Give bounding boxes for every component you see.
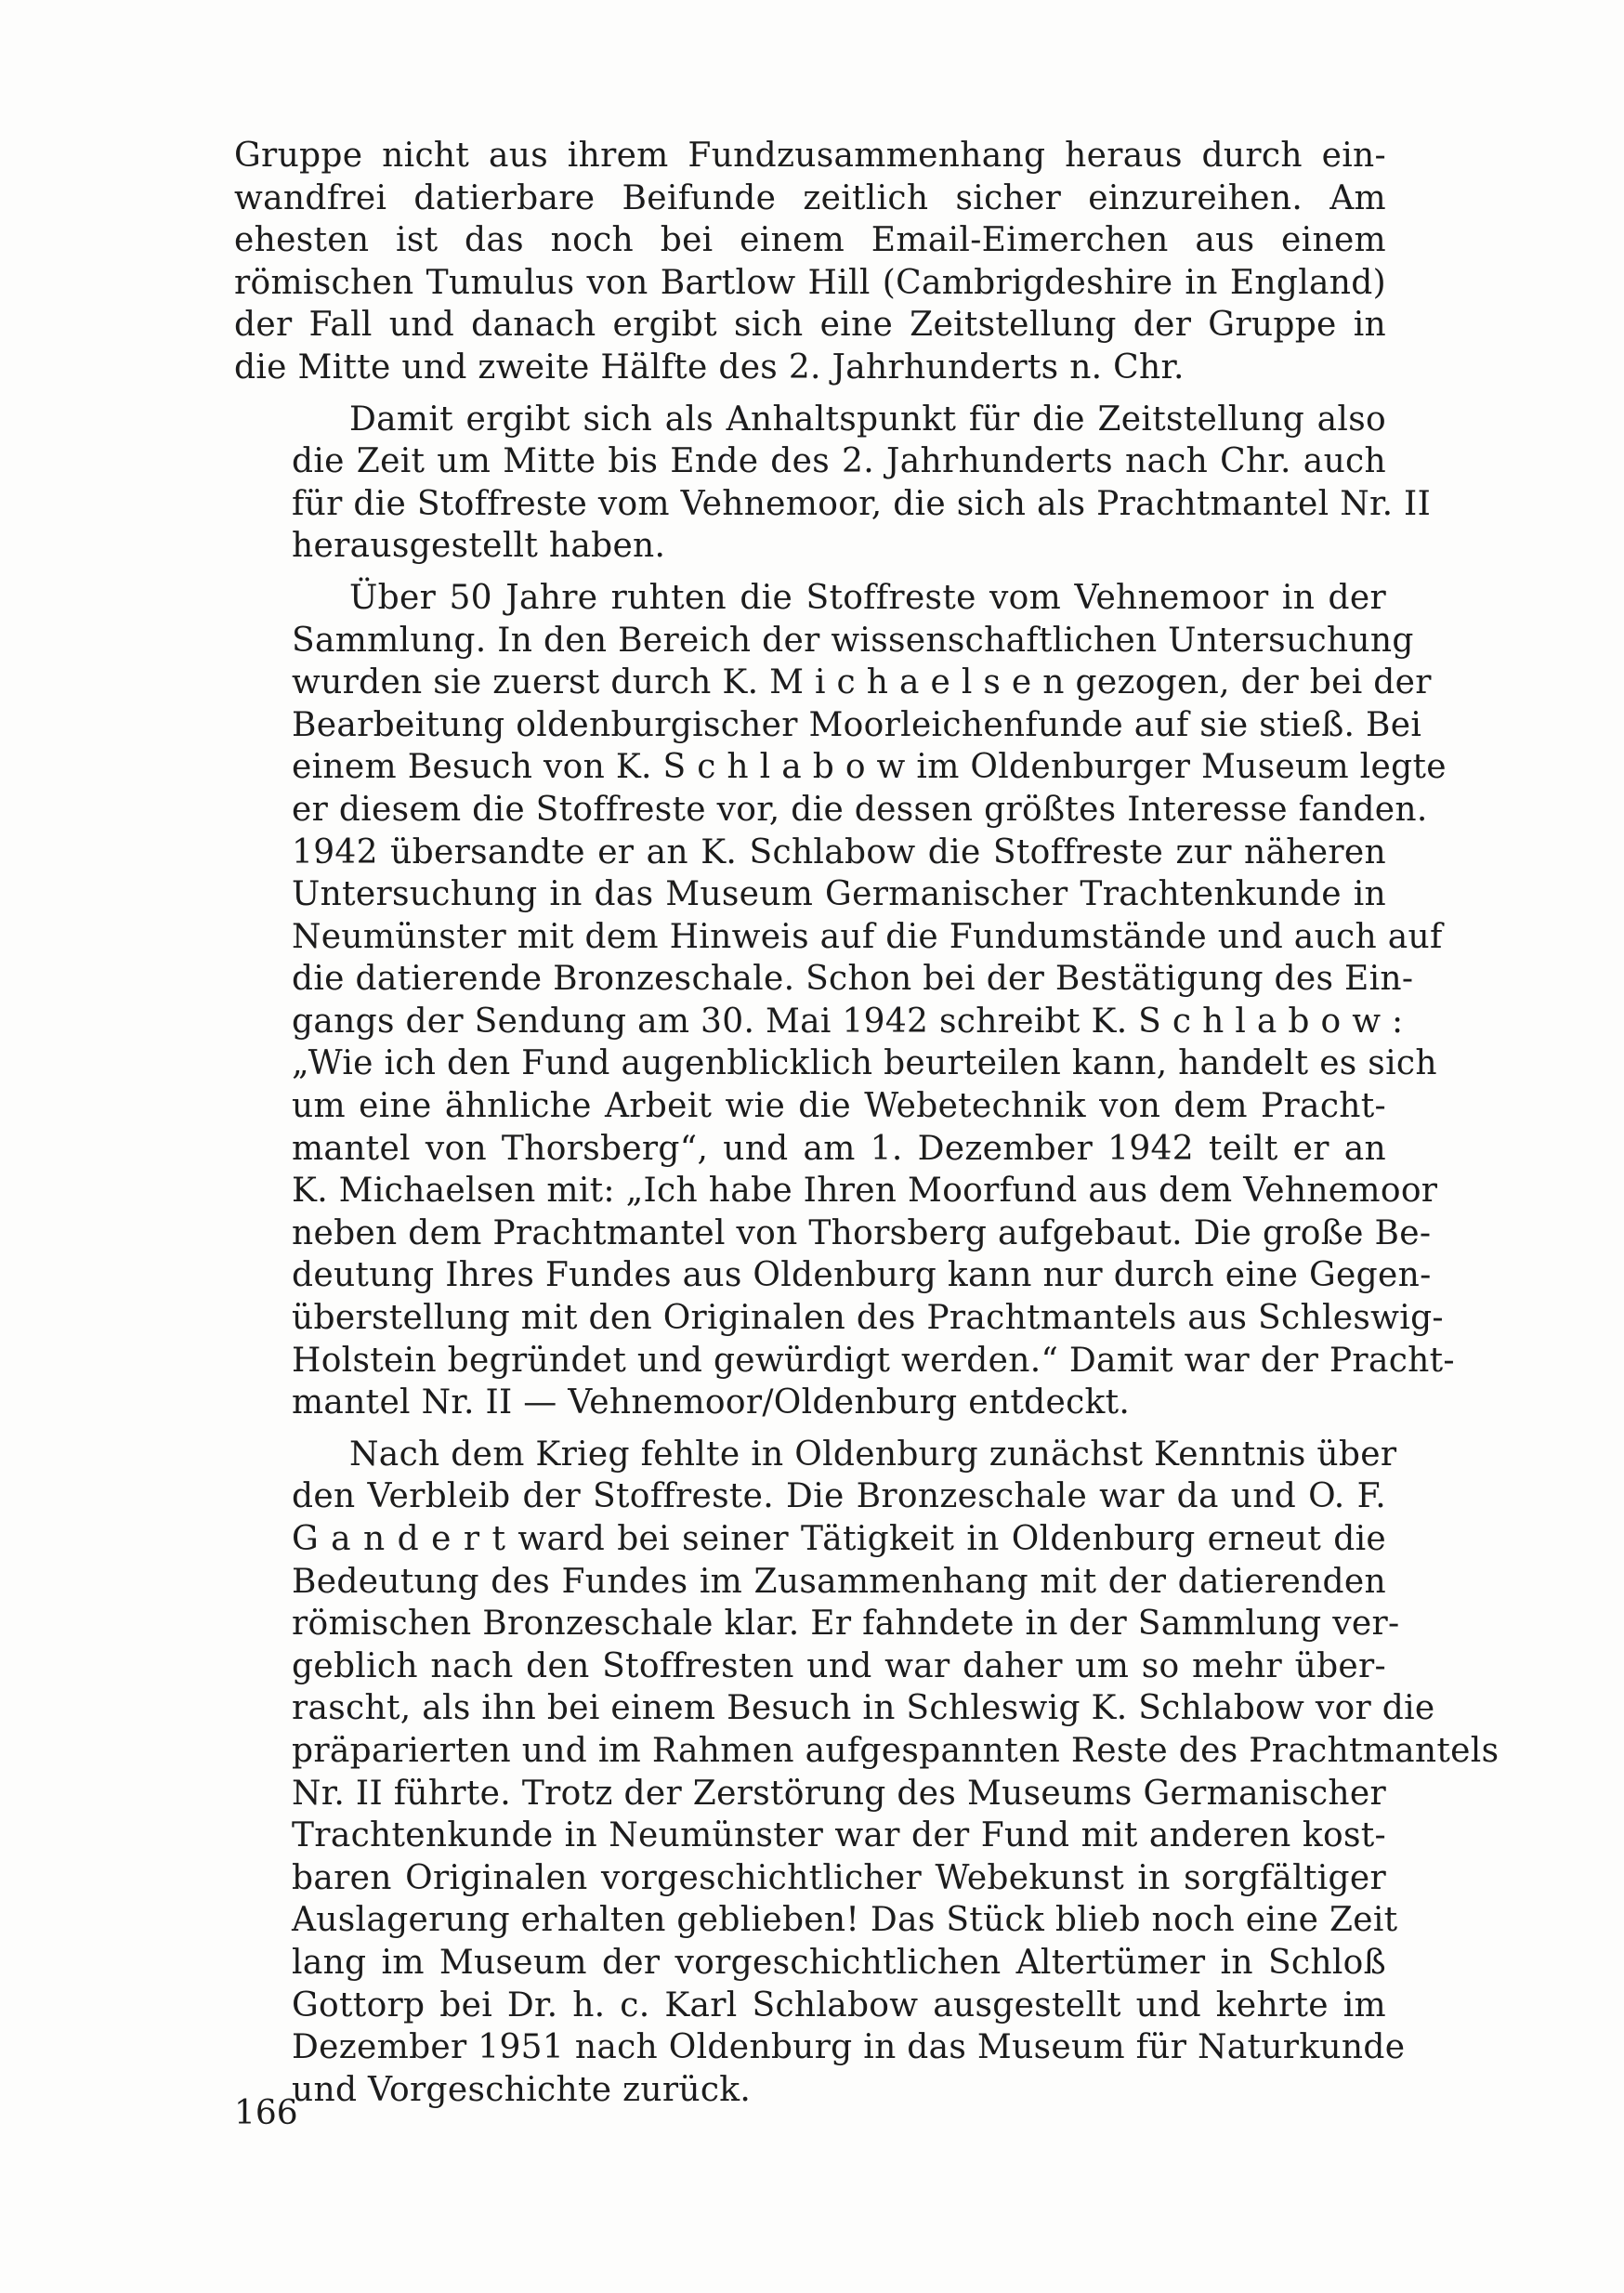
text-line: der Fall und danach ergibt sich eine Zeitstellung der Gruppe in	[234, 306, 1386, 345]
text-line: G a n d e r t ward bei seiner Tätigkeit in Oldenburg erneut die	[292, 1520, 1386, 1558]
page-number: 166	[234, 2094, 298, 2132]
text-line: Holstein begründet und gewürdigt werden.“ Damit war der Pracht-	[292, 1341, 1455, 1380]
text-line: für die Stoffreste vom Vehnemoor, die sich als Prachtmantel Nr. II	[292, 484, 1432, 523]
text-line: baren Originalen vorgeschichtlicher Webekunst in sorgfältiger	[292, 1858, 1386, 1897]
text-line: Nach dem Krieg fehlte in Oldenburg zunächst Kenntnis über	[349, 1435, 1397, 1474]
text-line: 1942 übersandte er an K. Schlabow die Stoffreste zur näheren	[292, 832, 1386, 871]
text-line: Gottorp bei Dr. h. c. Karl Schlabow ausgestellt und kehrte im	[292, 1985, 1386, 2024]
text-line: Nr. II führte. Trotz der Zerstörung des Museums Germanischer	[292, 1774, 1386, 1813]
body-text	[234, 135, 1500, 2120]
paragraph-4	[234, 1434, 1500, 2112]
text-line: wurden sie zuerst durch K. M i c h a e l s e n gezogen, der bei der	[292, 663, 1432, 702]
text-line: Auslagerung erhalten geblieben! Das Stück blieb noch eine Zeit	[292, 1901, 1398, 1940]
text-line: und Vorgeschichte zurück.	[292, 2070, 752, 2109]
text-line: Neumünster mit dem Hinweis auf die Fundumstände und auch auf	[292, 917, 1443, 956]
paragraph-3	[234, 577, 1455, 1424]
text-line: einem Besuch von K. S c h l a b o w im Oldenburger Museum legte	[292, 748, 1447, 787]
text-line: römischen Tumulus von Bartlow Hill (Cambrigdeshire in England)	[234, 263, 1386, 302]
text-line: ehesten ist das noch bei einem Email-Eimerchen aus einem	[234, 221, 1386, 260]
text-line: die Mitte und zweite Hälfte des 2. Jahrhunderts n. Chr.	[234, 347, 1185, 387]
paragraph-2	[234, 399, 1432, 568]
text-line: Untersuchung in das Museum Germanischer Trachtenkunde in	[292, 875, 1386, 914]
text-line: die datierende Bronzeschale. Schon bei der Bestätigung des Ein-	[292, 960, 1414, 999]
text-line: geblich nach den Stoffresten und war daher um so mehr über-	[292, 1646, 1386, 1685]
text-line: um eine ähnliche Arbeit wie die Webetechnik von dem Pracht-	[292, 1087, 1386, 1126]
text-line: Trachtenkunde in Neumünster war der Fund mit anderen kost-	[292, 1816, 1386, 1855]
text-line: er diesem die Stoffreste vor, die dessen größtes Interesse fanden.	[292, 790, 1428, 829]
text-line: rascht, als ihn bei einem Besuch in Schleswig K. Schlabow vor die	[292, 1689, 1435, 1728]
text-line: Bearbeitung oldenburgischer Moorleichenfunde auf sie stieß. Bei	[292, 705, 1422, 744]
text-line: Dezember 1951 nach Oldenburg in das Museum für Naturkunde	[292, 2028, 1406, 2067]
text-line: mantel Nr. II — Vehnemoor/Oldenburg entdeckt.	[292, 1383, 1131, 1422]
text-line: lang im Museum der vorgeschichtlichen Altertümer in Schloß	[292, 1943, 1386, 1982]
text-line: K. Michaelsen mit: „Ich habe Ihren Moorfund aus dem Vehnemoor	[292, 1172, 1438, 1211]
text-line: Bedeutung des Fundes im Zusammenhang mit der datierenden	[292, 1562, 1386, 1601]
text-line: neben dem Prachtmantel von Thorsberg aufgebaut. Die große Be-	[292, 1213, 1432, 1252]
text-line: herausgestellt haben.	[292, 527, 666, 566]
text-line: mantel von Thorsberg“, und am 1. Dezember 1942 teilt er an	[292, 1129, 1386, 1168]
text-line: Gruppe nicht aus ihrem Fundzusammenhang heraus durch ein-	[234, 137, 1386, 175]
text-line: präparierten und im Rahmen aufgespannten Reste des Prachtmantels	[292, 1731, 1500, 1770]
text-line: die Zeit um Mitte bis Ende des 2. Jahrhunderts nach Chr. auch	[292, 442, 1386, 481]
text-line: wandfrei datierbare Beifunde zeitlich sicher einzureihen. Am	[234, 178, 1386, 217]
text-line: deutung Ihres Fundes aus Oldenburg kann nur durch eine Gegen-	[292, 1256, 1432, 1295]
text-line: Über 50 Jahre ruhten die Stoffreste vom Vehnemoor in der	[349, 578, 1386, 617]
text-line: Sammlung. In den Bereich der wissenschaftlichen Untersuchung	[292, 621, 1414, 660]
text-line: „Wie ich den Fund augenblicklich beurteilen kann, handelt es sich	[292, 1044, 1437, 1083]
paragraph-1	[234, 135, 1386, 389]
text-line: Damit ergibt sich als Anhaltspunkt für die Zeitstellung also	[349, 400, 1386, 439]
text-line: römischen Bronzeschale klar. Er fahndete in der Sammlung ver-	[292, 1605, 1400, 1644]
text-line: gangs der Sendung am 30. Mai 1942 schreibt K. S c h l a b o w :	[292, 1002, 1404, 1041]
text-line: den Verbleib der Stoffreste. Die Bronzeschale war da und O. F.	[292, 1477, 1386, 1516]
text-line: überstellung mit den Originalen des Prachtmantels aus Schleswig-	[292, 1299, 1444, 1338]
